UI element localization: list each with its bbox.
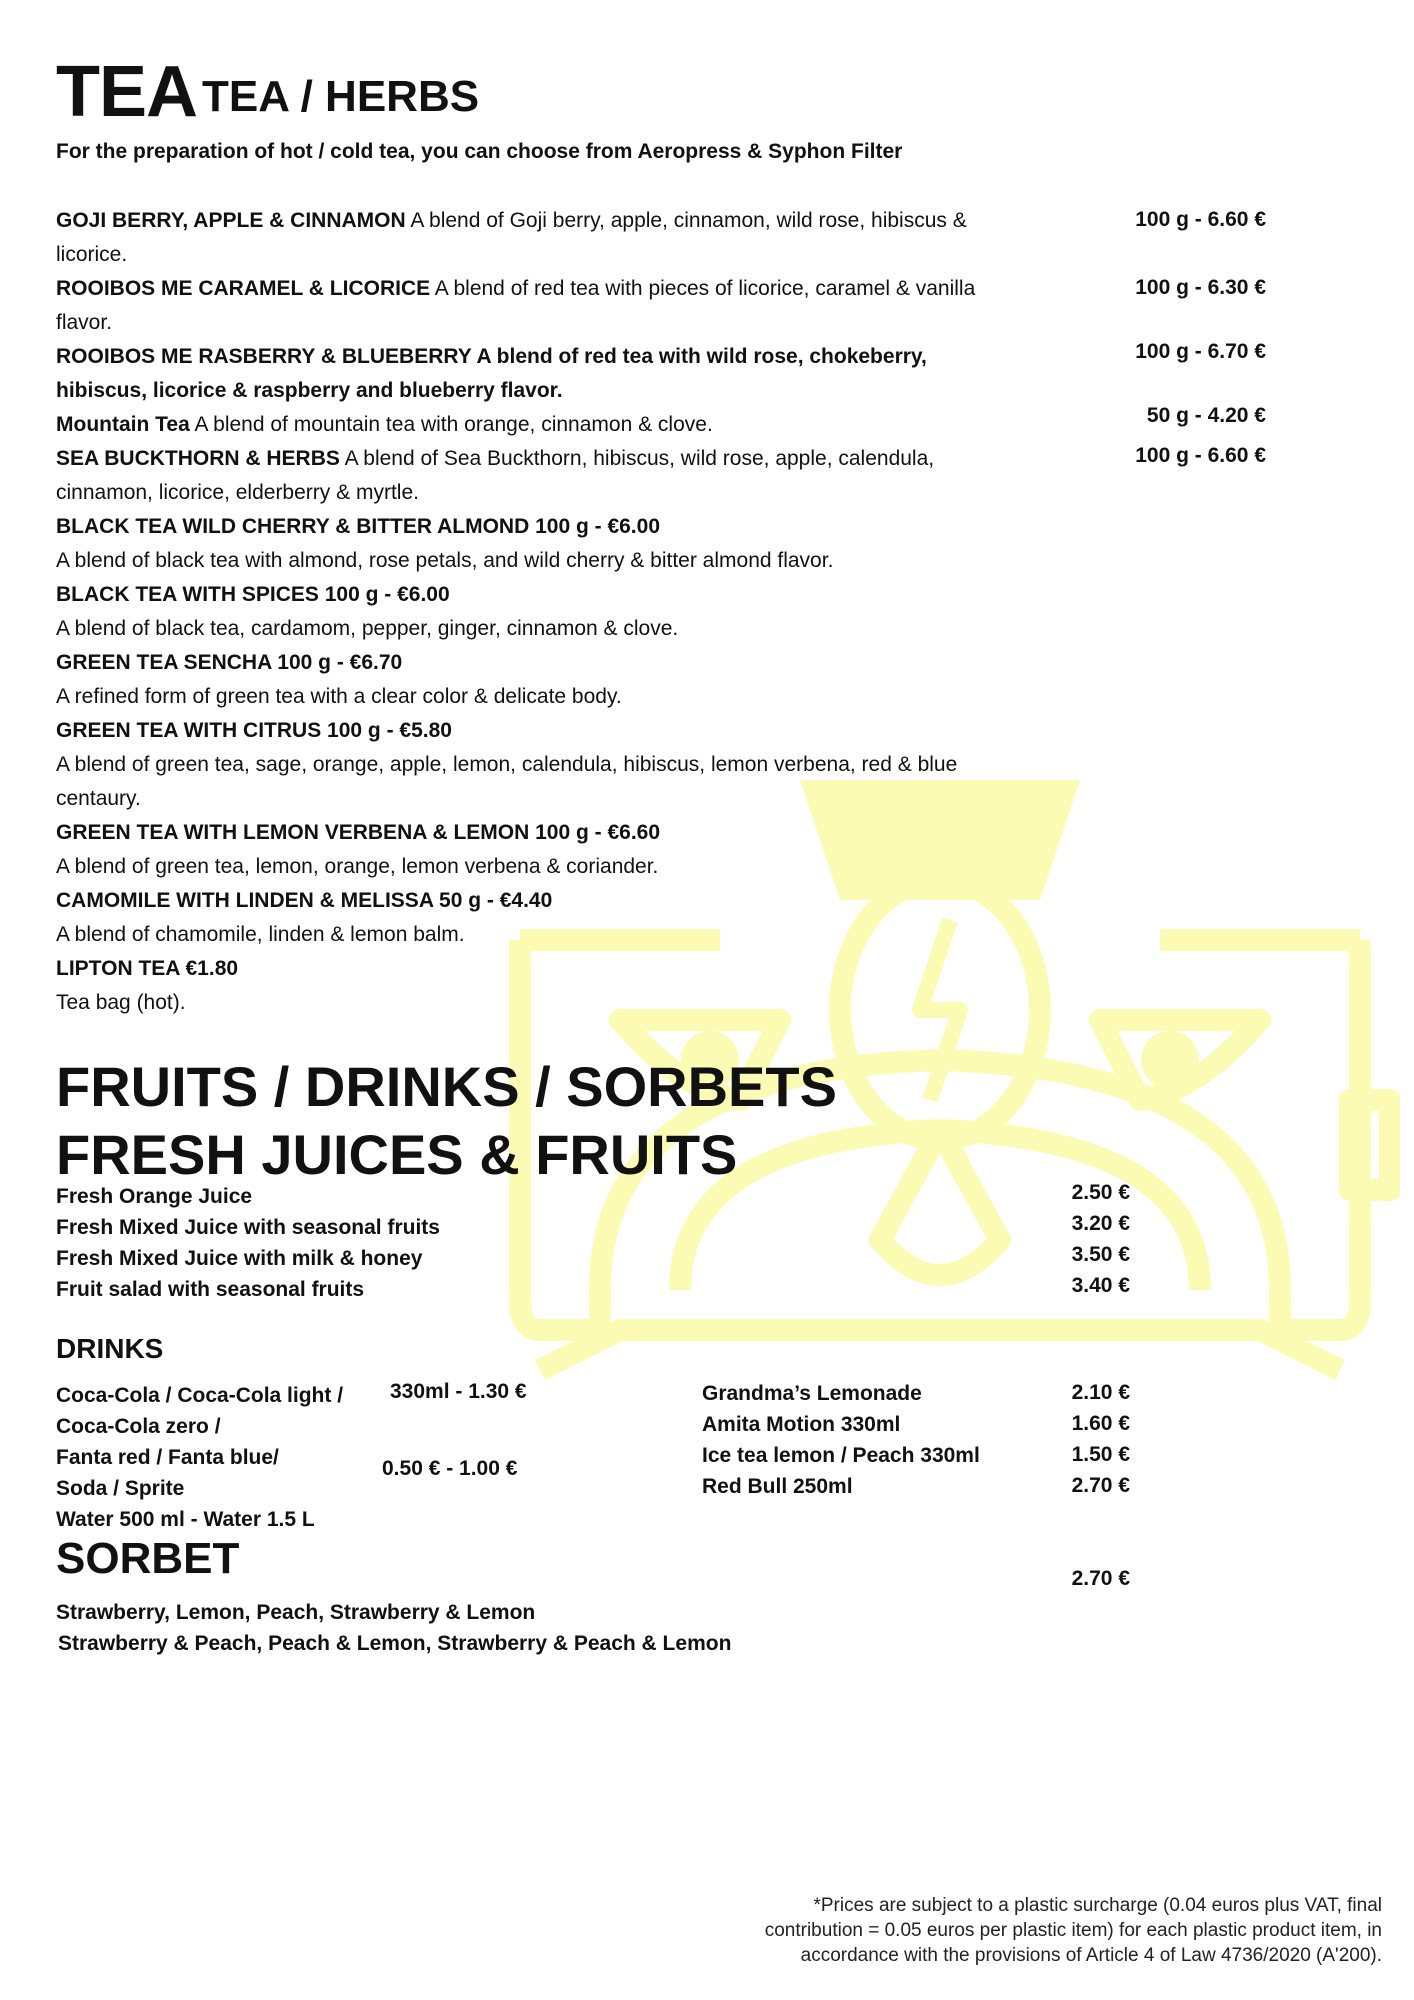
tea-item-name: Mountain Tea bbox=[56, 413, 190, 436]
juices-title: FRESH JUICES & FRUITS bbox=[56, 1123, 738, 1186]
tea-item-price: 100 g - 6.60 € bbox=[1135, 444, 1266, 467]
tea-item-name: SEA BUCKTHORN & HERBS bbox=[56, 447, 340, 470]
tea-item-title: BLACK TEA WILD CHERRY & BITTER ALMOND 100 g - €6.00 bbox=[56, 515, 660, 538]
tea-intro: For the preparation of hot / cold tea, you can choose from Aeropress & Syphon Filter bbox=[56, 140, 903, 163]
tea-item-title: GREEN TEA SENCHA 100 g - €6.70 bbox=[56, 651, 403, 674]
tea-item-desc-cont: centaury. bbox=[56, 787, 141, 810]
tea-item-desc: A blend of red tea with pieces of licorice, caramel & vanilla bbox=[430, 277, 976, 300]
tea-item-desc: A blend of mountain tea with orange, cinnamon & clove. bbox=[189, 413, 713, 436]
tea-item-price: 100 g - 6.30 € bbox=[1135, 276, 1266, 299]
tea-item bbox=[56, 578, 1156, 646]
tea-item-price: 50 g - 4.20 € bbox=[1146, 404, 1266, 427]
tea-item-desc: A blend of black tea with almond, rose petals, and wild cherry & bitter almond flavor. bbox=[56, 549, 834, 572]
tea-item-desc: A refined form of green tea with a clear color & delicate body. bbox=[56, 685, 622, 708]
tea-item-price: 100 g - 6.60 € bbox=[1135, 208, 1266, 231]
tea-item-price: 100 g - 6.70 € bbox=[1135, 340, 1266, 363]
tea-item bbox=[56, 272, 1046, 340]
drink-item-price: 2.10 € bbox=[1071, 1381, 1130, 1404]
juice-item-price: 3.20 € bbox=[1071, 1212, 1130, 1235]
tea-item-desc: A blend of Sea Buckthorn, hibiscus, wild rose, apple, calendula, bbox=[339, 447, 935, 470]
tea-title: TEA bbox=[56, 52, 197, 132]
tea-item-desc: A blend of chamomile, linden & lemon balm. bbox=[56, 923, 465, 946]
tea-item-desc: A blend of Goji berry, apple, cinnamon, wild rose, hibiscus & bbox=[405, 209, 967, 232]
drink-line: Water 500 ml - Water 1.5 L bbox=[56, 1508, 315, 1531]
sorbet-flavors: Strawberry & Peach, Peach & Lemon, Strawberry & Peach & Lemon bbox=[58, 1632, 732, 1655]
drinks-title: DRINKS bbox=[56, 1333, 164, 1364]
footnote-line: *Prices are subject to a plastic surcharge (0.04 euros plus VAT, final bbox=[813, 1895, 1382, 1916]
drink-line: Coca-Cola / Coca-Cola light / bbox=[56, 1384, 344, 1407]
footnote-line: contribution = 0.05 euros per plastic item) for each plastic product item, in bbox=[764, 1920, 1382, 1941]
tea-subtitle: TEA / HERBS bbox=[202, 72, 480, 121]
tea-item bbox=[56, 714, 1156, 816]
footnote-line: accordance with the provisions of Article 4 of Law 4736/2020 (A'200). bbox=[800, 1945, 1382, 1966]
drink-item-price: 2.70 € bbox=[1071, 1474, 1130, 1497]
tea-item-title: GREEN TEA WITH CITRUS 100 g - €5.80 bbox=[56, 719, 452, 742]
tea-item-name: ROOIBOS ME CARAMEL & LICORICE bbox=[56, 277, 431, 300]
tea-item-desc: A blend of green tea, lemon, orange, lemon verbena & coriander. bbox=[56, 855, 659, 878]
sorbet-price: 2.70 € bbox=[1071, 1567, 1130, 1590]
juice-item-price: 3.40 € bbox=[1071, 1274, 1130, 1297]
drink-line: Soda / Sprite bbox=[56, 1477, 185, 1500]
drink-line: Coca-Cola zero / bbox=[56, 1415, 221, 1438]
drink-price: 330ml - 1.30 € bbox=[390, 1380, 527, 1403]
drink-item-name: Ice tea lemon / Peach 330ml bbox=[702, 1444, 980, 1467]
drink-item-name: Red Bull 250ml bbox=[702, 1475, 853, 1498]
tea-item bbox=[56, 510, 1156, 578]
tea-item-desc-cont: hibiscus, licorice & raspberry and blueberry flavor. bbox=[56, 379, 563, 402]
juice-item-name: Fresh Mixed Juice with milk & honey bbox=[56, 1247, 423, 1270]
tea-item-desc: A blend of black tea, cardamom, pepper, ginger, cinnamon & clove. bbox=[56, 617, 679, 640]
tea-item-name: GOJI BERRY, APPLE & CINNAMON bbox=[56, 209, 406, 232]
juice-item-price: 2.50 € bbox=[1071, 1181, 1130, 1204]
tea-item-title: LIPTON TEA €1.80 bbox=[56, 957, 239, 980]
tea-item-title: GREEN TEA WITH LEMON VERBENA & LEMON 100 g - €6.60 bbox=[56, 821, 661, 844]
sorbet-flavors: Strawberry, Lemon, Peach, Strawberry & Lemon bbox=[56, 1601, 536, 1624]
juice-item-name: Fresh Orange Juice bbox=[56, 1185, 253, 1208]
drink-line: Fanta red / Fanta blue/ bbox=[56, 1446, 279, 1469]
drink-price: 0.50 € - 1.00 € bbox=[382, 1457, 518, 1480]
drink-item-price: 1.60 € bbox=[1071, 1412, 1130, 1435]
tea-item bbox=[56, 340, 1056, 408]
tea-item-desc: A blend of green tea, sage, orange, apple, lemon, calendula, hibiscus, lemon verbena, red & blue bbox=[56, 753, 958, 776]
tea-item-desc-cont: cinnamon, licorice, elderberry & myrtle. bbox=[56, 481, 419, 504]
plastic-surcharge-footnote bbox=[602, 1893, 1382, 1968]
tea-item-title: CAMOMILE WITH LINDEN & MELISSA 50 g - €4.40 bbox=[56, 889, 553, 912]
tea-item-name: ROOIBOS ME RASBERRY & BLUEBERRY A blend of red tea with wild rose, chokeberry, bbox=[56, 345, 927, 368]
tea-item bbox=[56, 442, 1046, 510]
tea-item bbox=[56, 408, 1046, 442]
juice-item-name: Fruit salad with seasonal fruits bbox=[56, 1278, 365, 1301]
sorbet-title: SORBET bbox=[56, 1534, 240, 1583]
tea-item bbox=[56, 646, 1156, 714]
tea-item bbox=[56, 952, 1156, 1020]
tea-item-desc-cont: flavor. bbox=[56, 311, 113, 334]
drink-item-price: 1.50 € bbox=[1071, 1443, 1130, 1466]
tea-item bbox=[56, 884, 1156, 952]
tea-item bbox=[56, 204, 1046, 272]
tea-item bbox=[56, 816, 1156, 884]
drink-item-name: Amita Motion 330ml bbox=[702, 1413, 901, 1436]
tea-item-desc-cont: licorice. bbox=[56, 243, 128, 266]
juice-item-price: 3.50 € bbox=[1071, 1243, 1130, 1266]
drink-item-name: Grandma’s Lemonade bbox=[702, 1382, 922, 1405]
tea-item-desc: Tea bag (hot). bbox=[56, 991, 186, 1014]
fruits-title: FRUITS / DRINKS / SORBETS bbox=[56, 1055, 837, 1118]
juice-item-name: Fresh Mixed Juice with seasonal fruits bbox=[56, 1216, 440, 1239]
tea-item-title: BLACK TEA WITH SPICES 100 g - €6.00 bbox=[56, 583, 450, 606]
